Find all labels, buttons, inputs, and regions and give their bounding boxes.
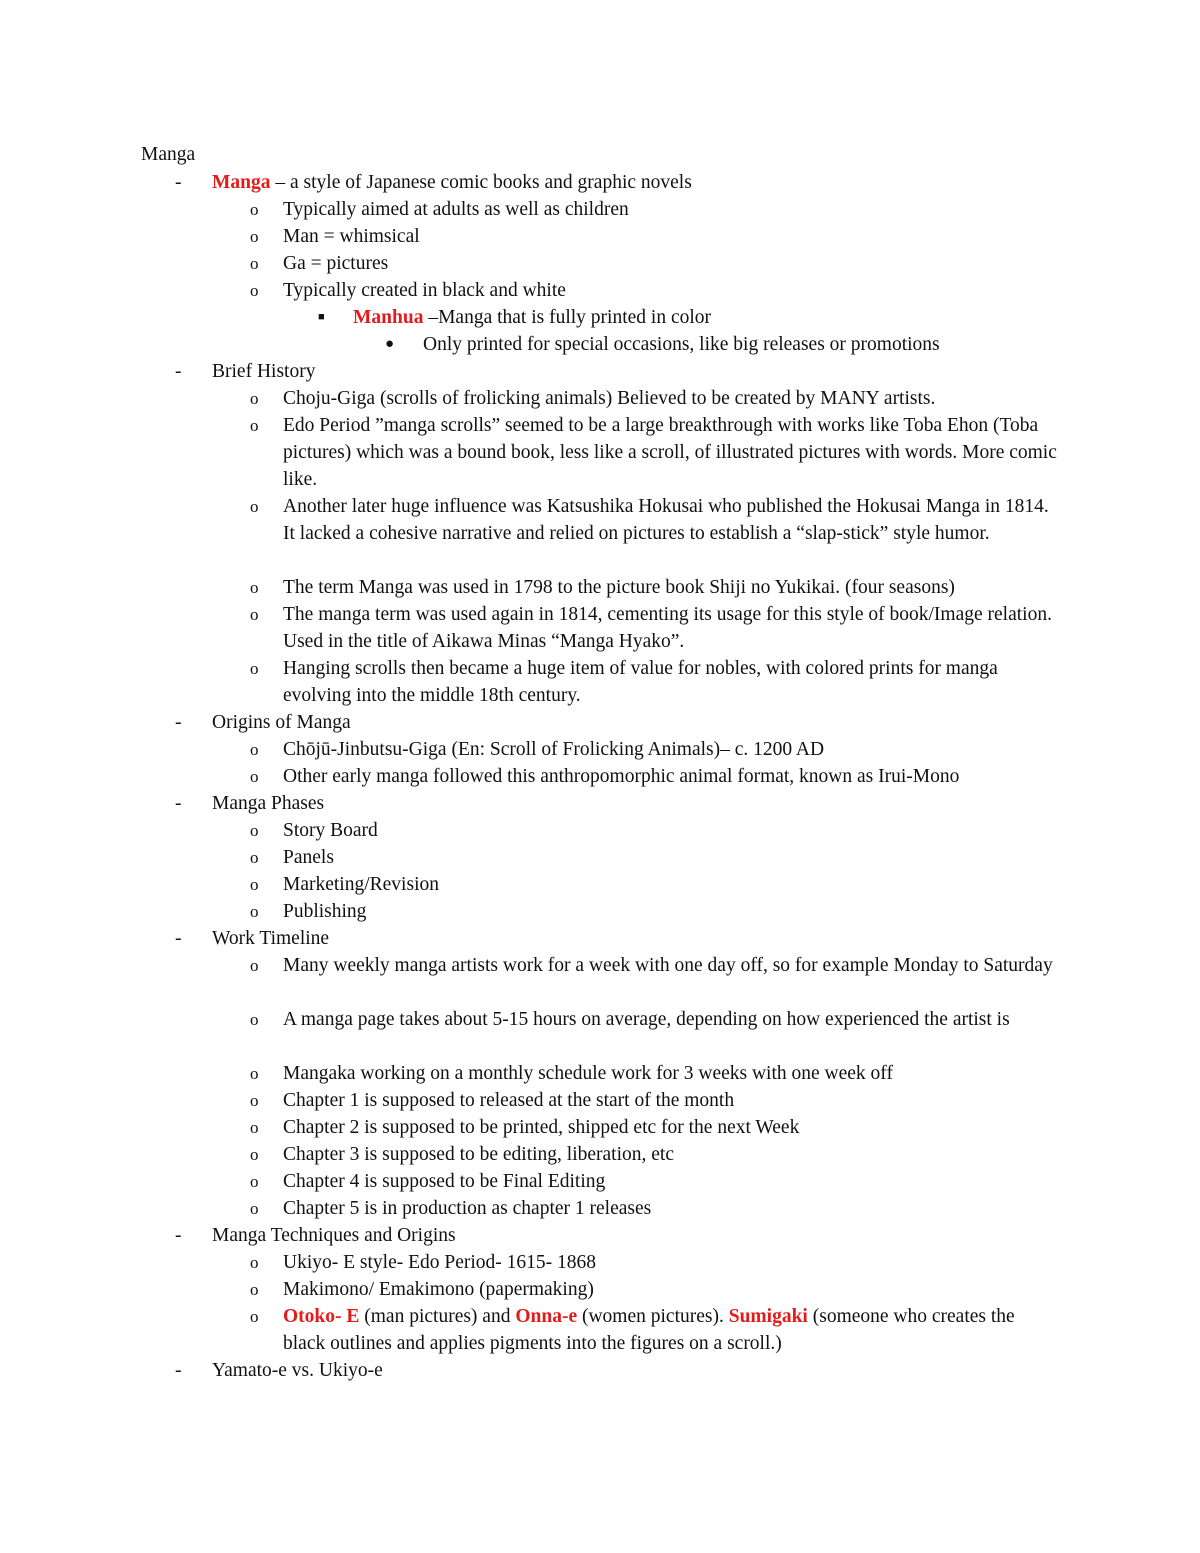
- text-run: Chapter 4 is supposed to be Final Editing: [283, 1171, 606, 1192]
- dash-bullet-icon: -: [175, 1360, 182, 1381]
- circle-bullet-icon: o: [250, 497, 259, 516]
- text-run: Other early manga followed this anthropomorphic animal format, known as Irui-Mono: [283, 766, 960, 787]
- list-item-text: [283, 1168, 1061, 1195]
- text-run: Only printed for special occasions, like big releases or promotions: [423, 334, 940, 355]
- circle-bullet-icon: o: [250, 389, 259, 408]
- list-item-text: [212, 709, 1072, 736]
- list-item-text: [283, 844, 1061, 871]
- text-run: Chapter 5 is in production as chapter 1 releases: [283, 1198, 652, 1219]
- text-run: The manga term was used again in 1814, cementing its usage for this style of book/Image relation. Used in the title of Aikawa Minas “Manga Hyako”.: [283, 604, 1052, 652]
- text-run: Many weekly manga artists work for a week with one day off, so for example Monday to Saturday: [283, 955, 1053, 976]
- text-run: (women pictures).: [577, 1306, 729, 1327]
- list-item-text: [283, 1141, 1061, 1168]
- dot-bullet-icon: ●: [385, 336, 395, 352]
- circle-bullet-icon: o: [250, 281, 259, 300]
- list-item-text: [283, 1060, 1061, 1087]
- text-run: Choju-Giga (scrolls of frolicking animals) Believed to be created by MANY artists.: [283, 388, 936, 409]
- text-run: Chapter 3 is supposed to be editing, liberation, etc: [283, 1144, 674, 1165]
- text-run: Chōjū-Jinbutsu-Giga (En: Scroll of Frolicking Animals)– c. 1200 AD: [283, 739, 825, 760]
- dash-bullet-icon: -: [175, 1225, 182, 1246]
- circle-bullet-icon: o: [250, 1091, 259, 1110]
- text-run: Marketing/Revision: [283, 874, 439, 895]
- text-run: (someone who creates the black outlines and applies pigments into the figures on a scroll.): [283, 1306, 1015, 1354]
- text-run: Typically created in black and white: [283, 280, 566, 301]
- circle-bullet-icon: o: [250, 254, 259, 273]
- dash-bullet-icon: -: [175, 361, 182, 382]
- circle-bullet-icon: o: [250, 875, 259, 894]
- text-run: (man pictures) and: [359, 1306, 516, 1327]
- circle-bullet-icon: o: [250, 767, 259, 786]
- list-item-text: [283, 1249, 1061, 1276]
- text-run: Ukiyo- E style- Edo Period- 1615- 1868: [283, 1252, 597, 1273]
- circle-bullet-icon: o: [250, 821, 259, 840]
- list-item-text: [283, 1195, 1061, 1222]
- text-run: Panels: [283, 847, 334, 868]
- list-item-text: [283, 1114, 1061, 1141]
- list-item-text: [283, 952, 1061, 979]
- list-item-text: [423, 331, 1063, 358]
- highlighted-term: Onna-e: [515, 1306, 578, 1327]
- dash-bullet-icon: -: [175, 172, 182, 193]
- circle-bullet-icon: o: [250, 1172, 259, 1191]
- text-run: The term Manga was used in 1798 to the picture book Shiji no Yukikai. (four seasons): [283, 577, 955, 598]
- dash-bullet-icon: -: [175, 928, 182, 949]
- highlighted-term: Sumigaki: [728, 1306, 808, 1327]
- circle-bullet-icon: o: [250, 740, 259, 759]
- list-item-text: [283, 250, 1061, 277]
- square-bullet-icon: ■: [318, 311, 325, 323]
- text-run: –Manga that is fully printed in color: [423, 307, 712, 328]
- dash-bullet-icon: -: [175, 712, 182, 733]
- list-item-text: [212, 358, 1072, 385]
- text-run: Man = whimsical: [283, 226, 420, 247]
- text-run: Publishing: [283, 901, 367, 922]
- list-item-text: [212, 169, 1072, 196]
- circle-bullet-icon: o: [250, 1064, 259, 1083]
- list-item-text: [283, 898, 1061, 925]
- text-run: Chapter 1 is supposed to released at the start of the month: [283, 1090, 735, 1111]
- text-run: Mangaka working on a monthly schedule work for 3 weeks with one week off: [283, 1063, 893, 1084]
- list-item-text: [283, 1276, 1061, 1303]
- list-item-text: [283, 655, 1061, 709]
- circle-bullet-icon: o: [250, 1199, 259, 1218]
- circle-bullet-icon: o: [250, 227, 259, 246]
- circle-bullet-icon: o: [250, 848, 259, 867]
- document-title: Manga: [141, 144, 196, 165]
- highlighted-term: Manga: [212, 172, 271, 193]
- list-item-text: [212, 1357, 1072, 1384]
- list-item-text: [283, 1303, 1061, 1357]
- text-run: Typically aimed at adults as well as children: [283, 199, 629, 220]
- circle-bullet-icon: o: [250, 1118, 259, 1137]
- list-item-text: [212, 1222, 1072, 1249]
- text-run: Manga Techniques and Origins: [212, 1225, 456, 1246]
- text-run: Edo Period ”manga scrolls” seemed to be a large breakthrough with works like Toba Ehon (Toba pictures) which was a bound book, less like a scroll, of illustrated pictures with words. More comic like.: [283, 415, 1057, 490]
- text-run: – a style of Japanese comic books and graphic novels: [270, 172, 692, 193]
- circle-bullet-icon: o: [250, 1280, 259, 1299]
- circle-bullet-icon: o: [250, 1307, 259, 1326]
- text-run: A manga page takes about 5-15 hours on average, depending on how experienced the artist is: [283, 1009, 1010, 1030]
- list-item-text: [283, 1006, 1061, 1033]
- text-run: Yamato-e vs. Ukiyo-e: [212, 1360, 383, 1381]
- circle-bullet-icon: o: [250, 1145, 259, 1164]
- dash-bullet-icon: -: [175, 793, 182, 814]
- list-item-text: [283, 223, 1061, 250]
- list-item-text: [212, 790, 1072, 817]
- list-item-text: [283, 385, 1061, 412]
- list-item-text: [283, 277, 1061, 304]
- text-run: Ga = pictures: [283, 253, 389, 274]
- list-item-text: [283, 412, 1061, 493]
- list-item-text: [283, 196, 1061, 223]
- text-run: Chapter 2 is supposed to be printed, shipped etc for the next Week: [283, 1117, 800, 1138]
- list-item-text: [212, 925, 1072, 952]
- circle-bullet-icon: o: [250, 416, 259, 435]
- text-run: Another later huge influence was Katsushika Hokusai who published the Hokusai Manga in 1814. It lacked a cohesive narrative and relied on pictures to establish a “slap-stick” style humor.: [283, 496, 1049, 544]
- text-run: Manga Phases: [212, 793, 325, 814]
- list-item-text: [283, 871, 1061, 898]
- list-item-text: [283, 601, 1061, 655]
- circle-bullet-icon: o: [250, 956, 259, 975]
- text-run: Story Board: [283, 820, 378, 841]
- text-run: Brief History: [212, 361, 316, 382]
- list-item-text: [353, 304, 1053, 331]
- list-item-text: [283, 493, 1061, 547]
- list-item-text: [283, 1087, 1061, 1114]
- circle-bullet-icon: o: [250, 578, 259, 597]
- circle-bullet-icon: o: [250, 1010, 259, 1029]
- text-run: Makimono/ Emakimono (papermaking): [283, 1279, 594, 1300]
- circle-bullet-icon: o: [250, 1253, 259, 1272]
- list-item-text: [283, 817, 1061, 844]
- circle-bullet-icon: o: [250, 902, 259, 921]
- circle-bullet-icon: o: [250, 200, 259, 219]
- circle-bullet-icon: o: [250, 605, 259, 624]
- text-run: Hanging scrolls then became a huge item of value for nobles, with colored prints for manga evolving into the middle 18th century.: [283, 658, 998, 706]
- list-item-text: [283, 736, 1061, 763]
- list-item-text: [283, 763, 1061, 790]
- circle-bullet-icon: o: [250, 659, 259, 678]
- text-run: Origins of Manga: [212, 712, 351, 733]
- highlighted-term: Otoko- E: [283, 1306, 360, 1327]
- list-item-text: [283, 574, 1061, 601]
- text-run: Work Timeline: [212, 928, 330, 949]
- highlighted-term: Manhua: [353, 307, 424, 328]
